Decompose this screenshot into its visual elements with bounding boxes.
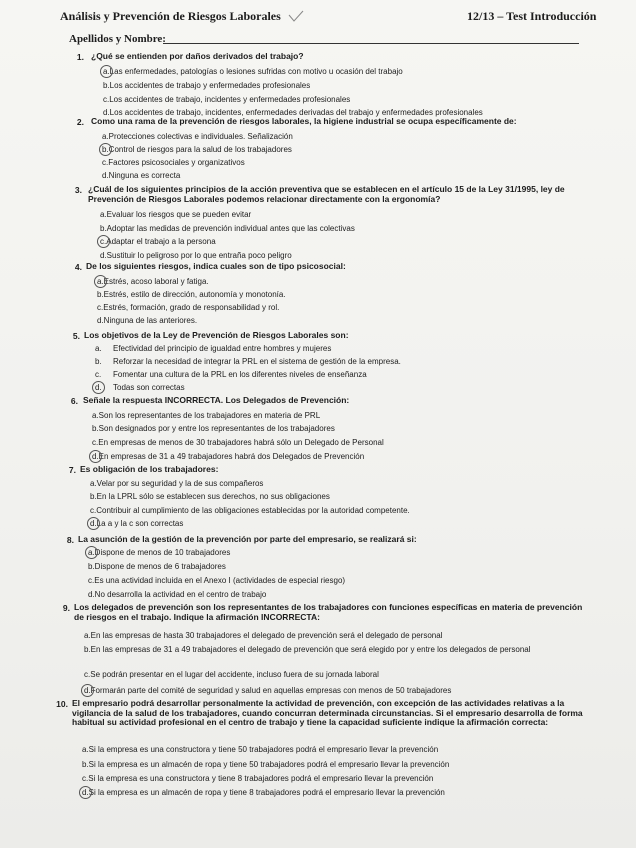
question-text: Los objetivos de la Ley de Prevención de Riesgos Laborales son:: [84, 330, 349, 340]
answer-letter: c.: [100, 237, 107, 246]
checkmark-icon: [288, 10, 304, 22]
question-text: ¿Cuál de los siguientes principios de la acción preventiva que se establecen en el artículo 15 de la Ley 31/1995, ley de Prevención de Riesgos Laborales podemos relacionar directamente con la ergonomía?: [88, 184, 565, 204]
question-number: 2.: [76, 117, 84, 127]
question-number: 3.: [74, 185, 82, 195]
answer-option[interactable]: b.En la LPRL sólo se establecen sus derechos, no sus obligaciones: [90, 492, 330, 501]
answer-option[interactable]: c.Si la empresa es una constructora y tiene 8 trabajadores podrá el empresario llevar la prevención: [82, 774, 434, 783]
name-field[interactable]: [69, 33, 581, 47]
answer-option[interactable]: a.Protecciones colectivas e individuales. Señalización: [102, 132, 293, 141]
answer-option[interactable]: a.Velar por su seguridad y la de sus compañeros: [90, 479, 264, 488]
answer-option[interactable]: d.Los accidentes de trabajo, incidentes, enfermedades derivadas del trabajo y enfermedades profesionales: [103, 108, 483, 117]
answer-option[interactable]: d.No desarrolla la actividad en el centro de trabajo: [88, 590, 267, 599]
answer-letter: d.: [95, 383, 102, 392]
answer-option[interactable]: c.En empresas de menos de 30 trabajadores habrá sólo un Delegado de Personal: [92, 438, 384, 447]
question-number: 9.: [62, 603, 70, 613]
answer-letter: a.: [97, 277, 104, 286]
answer-option[interactable]: a.Si la empresa es una constructora y tiene 50 trabajadores podrá el empresario llevar la prevención: [82, 745, 439, 754]
question-number: 7.: [68, 465, 76, 475]
exam-sheet: Análisis y Prevención de Riesgos Laborales 12/13 – Test Introducción Apellidos y Nombre: 1. ¿Qué se entienden por daños derivados del trabajo? a.Las enfermedades, patologías o lesiones sufridas con motivo u ocasión del trabajo b.Los accidentes de trabajo y enfermedades profesionales c.Los accidentes de trabajo, incidentes y enfermedades profesionales d.Los accidentes de trabajo, incidentes, enfermedades derivadas del trabajo y enfermedades profesionales 2. Como una rama de la prevención de riesgos laborales, la higiene industrial se ocupa específicamente de: a.Protecciones colectivas e individuales. Señalización b.Control de riesgos para la salud de los trabajadores c.Factores psicosociales y organizativos d.Ninguna es correcta 3. ¿Cuál de los siguientes principios de la acción preventiva que se establecen en el artículo 15 de la Ley 31/1995, ley de Prevención de Riesgos Laborales podemos relacionar directamente con la ergonomía? a.Evaluar los riesgos que se pueden evitar b.Adoptar las medidas de prevención individual antes que las colectivas c.Adaptar el trabajo a la persona d.Sustituir lo peligroso por lo que entraña poco peligro 4. De los siguientes riesgos, indica cuales son de tipo psicosocial: a.Estrés, acoso laboral y fatiga. b.Estrés, estilo de dirección, autonomía y monotonía. c.Estrés, formación, grado de responsabilidad y rol. d.Ninguna de las anteriores. 5. Los objetivos de la Ley de Prevención de Riesgos Laborales son: a. Efectividad del principio de igualdad entre hombres y mujeres b. Reforzar la necesidad de integrar la PRL en el sistema de gestión de la empresa. c. Fomentar una cultura de la PRL en los diferentes niveles de enseñanza d. Todas son correctas 6. Señale la respuesta INCORRECTA. Los Delegados de Prevención: a.Son los representantes de los trabajadores en materia de PRL b.Son designados por y entre los representantes de los trabajadores c.En empresas de menos de 30 trabajadores habrá sólo un Delegado de Personal d.En empresas de 31 a 49 trabajadores habrá dos Delegados de Prevención 7. Es obligación de los trabajadores: a.Velar por su seguridad y la de sus compañeros b.En la LPRL sólo se establecen sus derechos, no sus obligaciones c.Contribuir al cumplimiento de las obligaciones establecidas por la autoridad competente. d.La a y la c son correctas 8. La asunción de la gestión de la prevención por parte del empresario, se realizará si: a.Dispone de menos de 10 trabajadores b.Dispone de menos de 6 trabajadores c.Es una actividad incluida en el Anexo I (actividades de especial riesgo) d.No desarrolla la actividad en el centro de trabajo 9. Los delegados de prevención son los representantes de los trabajadores con funciones específicas en materia de prevención de riesgos en el trabajo. Indique la afirmación INCORRECTA: a.En las empresas de hasta 30 trabajadores el delegado de prevención será el delegado de personal b.En las empresas de 31 a 49 trabajadores el delegado de prevención que será elegido por y entre los delegados de personal c.Se podrán presentar en el lugar del accidente, incluso fuera de su jornada laboral d.Formarán parte del comité de seguridad y salud en aquellas empresas con menos de 50 trabajadores 10. El empresario podrá desarrollar personalmente la actividad de prevención, con excepción de las actividades relativas a la vigilancia de la salud de los trabajadores, cuando concurran determinada circunstancias. Si el empresario desarrolla de forma habitual su actividad profesional en el centro de trabajo y tiene la capacidad suficiente indique la afirmación correcta: a.Si la empresa es una constructora y tiene 50 trabajadores podrá el empresario llevar la prevención b.Si la empresa es un almacén de ropa y tiene 50 trabajadores podrá el empresario llevar la prevención c.Si la empresa es una constructora y tiene 8 trabajadores podrá el empresario llevar la prevención d.Si la empresa es un almacén de ropa y tiene 8 trabajadores podrá el empresario llevar la prevención: [0, 0, 636, 848]
answer-option[interactable]: a.Evaluar los riesgos que se pueden evitar: [100, 210, 252, 219]
question-text: ¿Qué se entienden por daños derivados del trabajo?: [91, 51, 304, 61]
answer-letter: d.: [84, 686, 91, 695]
question-text: Los delegados de prevención son los representantes de los trabajadores con funciones específicas en materia de prevención de riesgos en el trabajo. Indique la afirmación INCORRECTA:: [74, 602, 583, 622]
answer-option[interactable]: a.Las enfermedades, patologías o lesiones sufridas con motivo u ocasión del trabajo: [103, 67, 403, 76]
question-text: La asunción de la gestión de la prevención por parte del empresario, se realizará si:: [78, 534, 417, 544]
question-number: 10.: [56, 699, 68, 709]
answer-option[interactable]: d.Ninguna de las anteriores.: [97, 316, 198, 325]
answer-option[interactable]: d.En empresas de 31 a 49 trabajadores habrá dos Delegados de Prevención: [92, 452, 365, 461]
answer-option[interactable]: d.Ninguna es correcta: [102, 171, 181, 180]
question-number: 5.: [72, 331, 80, 341]
answer-option[interactable]: c.Estrés, formación, grado de responsabilidad y rol.: [97, 303, 280, 312]
answer-option[interactable]: d.Si la empresa es un almacén de ropa y tiene 8 trabajadores podrá el empresario llevar la prevención: [82, 788, 445, 797]
answer-option[interactable]: b.Son designados por y entre los representantes de los trabajadores: [92, 424, 335, 433]
test-code: 12/13 – Test Introducción: [467, 9, 597, 23]
question-text: El empresario podrá desarrollar personalmente la actividad de prevención, con excepción de las actividades relativas a la vigilancia de la salud de los trabajadores, cuando concurran determinada circunstancias. Si el empresario desarrolla de forma habitual su actividad profesional en el centro de trabajo y tiene la capacidad suficiente indique la afirmación correcta:: [72, 698, 583, 727]
answer-option[interactable]: d.Sustituir lo peligroso por lo que entraña poco peligro: [100, 251, 292, 260]
answer-option[interactable]: c.Los accidentes de trabajo, incidentes y enfermedades profesionales: [103, 95, 351, 104]
answer-option[interactable]: d.La a y la c son correctas: [90, 519, 184, 528]
answer-option[interactable]: c.Se podrán presentar en el lugar del accidente, incluso fuera de su jornada laboral: [84, 670, 379, 679]
answer-letter: d.: [82, 788, 89, 797]
answer-letter: d.: [90, 519, 97, 528]
question-text: Como una rama de la prevención de riesgos laborales, la higiene industrial se ocupa específicamente de:: [91, 116, 517, 126]
question-text: Es obligación de los trabajadores:: [80, 464, 219, 474]
answer-letter: b.: [102, 145, 109, 154]
question-number: 8.: [66, 535, 74, 545]
course-title: Análisis y Prevención de Riesgos Laborales: [60, 9, 281, 23]
answer-letter: d.: [92, 452, 99, 461]
answer-letter: a.: [103, 67, 110, 76]
question-text: Señale la respuesta INCORRECTA. Los Delegados de Prevención:: [83, 395, 350, 405]
answer-option[interactable]: a.En las empresas de hasta 30 trabajadores el delegado de prevención será el delegado de personal: [84, 631, 443, 640]
answer-option[interactable]: b.Si la empresa es un almacén de ropa y tiene 50 trabajadores podrá el empresario llevar la prevención: [82, 760, 450, 769]
answer-option[interactable]: c.Es una actividad incluida en el Anexo I (actividades de especial riesgo): [88, 576, 346, 585]
answer-option[interactable]: b.Dispone de menos de 6 trabajadores: [88, 562, 226, 571]
answer-option[interactable]: b.Control de riesgos para la salud de los trabajadores: [102, 145, 292, 154]
answer-option[interactable]: c.Contribuir al cumplimiento de las obligaciones establecidas por la autoridad competente.: [90, 506, 410, 515]
question-text: De los siguientes riesgos, indica cuales son de tipo psicosocial:: [86, 261, 346, 271]
answer-option[interactable]: c.Factores psicosociales y organizativos: [102, 158, 245, 167]
question-number: 1.: [76, 52, 84, 62]
answer-option[interactable]: a.Estrés, acoso laboral y fatiga.: [97, 277, 209, 286]
answer-option[interactable]: c.Adaptar el trabajo a la persona: [100, 237, 216, 246]
answer-option[interactable]: b.Los accidentes de trabajo y enfermedades profesionales: [103, 81, 311, 90]
answer-option[interactable]: d.Formarán parte del comité de seguridad y salud en aquellas empresas con menos de 50 trabajadores: [84, 686, 452, 695]
question-number: 4.: [74, 262, 82, 272]
answer-option[interactable]: b.Adoptar las medidas de prevención individual antes que las colectivas: [100, 224, 355, 233]
question-number: 6.: [70, 396, 78, 406]
answer-option[interactable]: a.Dispone de menos de 10 trabajadores: [88, 548, 231, 557]
name-label: Apellidos y Nombre:: [69, 33, 166, 45]
name-line[interactable]: [163, 43, 579, 44]
answer-option[interactable]: b.Estrés, estilo de dirección, autonomía y monotonía.: [97, 290, 286, 299]
answer-option[interactable]: b.En las empresas de 31 a 49 trabajadores el delegado de prevención que será elegido por y entre los delegados de personal: [84, 645, 531, 654]
answer-option[interactable]: a.Son los representantes de los trabajadores en materia de PRL: [92, 411, 321, 420]
answer-letter: a.: [88, 548, 95, 557]
